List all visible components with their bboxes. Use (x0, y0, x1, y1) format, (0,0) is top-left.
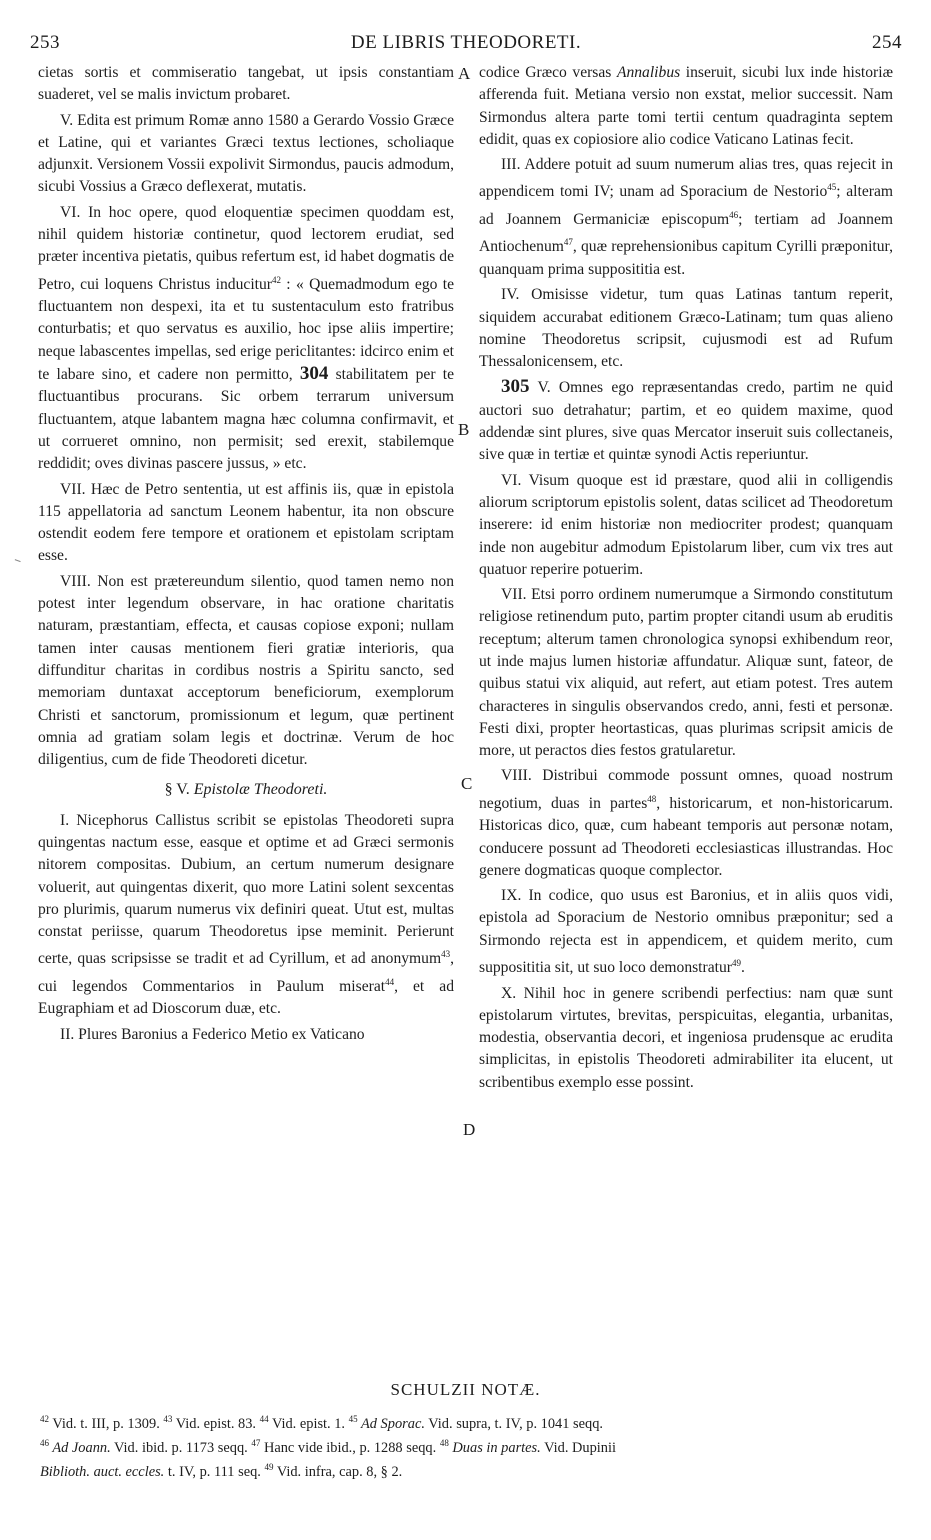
paragraph: VII. Hæc de Petro sententia, ut est affinis iis, quæ in epistola 115 appellatoria ad sanctum Leonem habentur, ita non obscure ostendit eodem fere tempore et orationem et epistolam scriptam esse. (38, 480, 454, 565)
paragraph: cietas sortis et commiseratio tangebat, ut ipsis constantiam suaderet, vel se malis invictum probaret. (38, 64, 454, 104)
paragraph (479, 765, 893, 882)
footnote-ref[interactable]: 42 (271, 274, 281, 285)
footnote-ref[interactable]: 47 (563, 237, 573, 248)
paragraph (479, 154, 893, 281)
paragraph-text: . (740, 959, 745, 977)
footnote-ref[interactable]: 46 (729, 209, 739, 220)
paragraph-text: , historicarum, et non-historicarum. Historicas dico, quæ, cum habeant temporis aut personæ notam, conducere possunt ad Theodoreti ecclesiasticas illustrandas. Hoc genere dogmaticas quoque complector. (479, 794, 893, 879)
paragraph-text: : « Quemadmodum ego te fluctuantem non despexi, ita et tu sustentaculum esto fratribus conturbatis; et quo servatus es auxilio, hoc ipse aliis impertire; neque labascentes impellas, sed erige periclitantes: idcirco enim et te labare sino, et cadere non permitto, (38, 275, 454, 384)
footnote-ref[interactable]: 43 (441, 949, 451, 960)
paragraph-text: stabilitatem per te fluctuantibus procurans. Sic orbem terrarum universum fluctuantem, atque labantem magna hæc columna confirmavit, et ut corrueret omnino, non permisit; sed erexit, stabilemque reddidit; oves divinas pascere jussus, » etc. (38, 366, 454, 473)
footnote-number: 46 (40, 1437, 49, 1448)
notes-heading: SCHULZII NOTÆ. (390, 1380, 541, 1399)
margin-marker-b: B (458, 420, 470, 439)
print-speck (13, 559, 20, 566)
margin-marker-a: A (458, 64, 471, 83)
paragraph-text: , et ad Eugraphiam et ad Dioscorum duæ, etc. (38, 978, 454, 1018)
footnotes (40, 1410, 900, 1481)
section-number: § V. (164, 781, 194, 799)
footnote-ref[interactable]: 48 (647, 793, 657, 804)
left-column (38, 62, 454, 1049)
running-title: DE LIBRIS THEODORETI. (350, 32, 582, 53)
footnote-italic: Ad Joann. (49, 1439, 111, 1456)
paragraph: II. Plures Baronius a Federico Metio ex Vaticano (60, 1025, 365, 1043)
paragraph: X. Nihil hoc in genere scribendi perfectius: nam quæ sunt epistolarum virtutes, brevitas, perspicuitas, elegantia, urbanitas, modestia, observantia decori, et ingeniosa prudensque ac erudita simplicitas, in epistolis Theodoreti admirabiliter ita elucent, ut scribentibus exemplo esse possint. (479, 984, 893, 1091)
footnote-text: Vid. supra, t. IV, p. 1041 seqq. (424, 1415, 604, 1432)
footnote-line (40, 1458, 900, 1482)
paragraph-text: I. Nicephorus Callistus scribit se epistolas Theodoreti supra quingentas nactum esse, easque et optime et ad Græci sermonis nitorem compositas. Dubium, an certum numerum designare voluerit, aut quingentas dixerit, quo more Latini solent sexcentas pro plurimis, quarum numerus vix definiri queat. Utut est, multas constat periisse, quarum Theodoretus ipse meminit. Perierunt certe, quas scripsisse se tradit et ad Cyrillum, et ad anonymum (38, 811, 454, 968)
footnote-number: 44 (259, 1414, 269, 1424)
paragraph (479, 376, 893, 466)
footnote-number: 42 (40, 1414, 49, 1424)
paragraph-text: IX. In codice, quo usus est Baronius, et in aliis quos vidi, epistola ad Sporacium de Nestorio omnibus præponitur; sed a Sirmondo rejecta est in appendicem, et quidem merito, cum supposititia sit, ut suo loco demonstratur (479, 887, 893, 977)
paragraph: IV. Omisisse videtur, tum quas Latinas tantum reperit, siquidem accurabat editionem Græco-Latinam; tum quas alieno nomine Theodoretus scripsit, cujusmodi est ad Rufum Thessalonicensem, etc. (479, 286, 893, 371)
paragraph-text: , cui legendos Commentarios in Paulum miserat (38, 950, 454, 996)
footnote-text: Vid. Dupinii (540, 1439, 616, 1456)
paragraph: VIII. Non est prætereundum silentio, quod tamen nemo non potest inter legendum observare, in hac oratione charitatis naturam, præstantiam, effecta, et causas copiose exponi; nullam tamen inter causas mentionem fieri gratiæ interioris, qua diffunditur charitas in cordibus nostris a Spiritu sancto, sed memoriam duntaxat acceptorum beneficiorum, exemplorum Christi et sanctorum, promissionum et legum, quæ pertinent omnia ad gratiam solam legis et doctrinæ. Verum de hoc diligentius, cum de fide Theodoreti dicetur. (38, 572, 454, 769)
paragraph-text: inseruit, sicubi lux inde historiæ afferenda fuit. Metiana versio non exstat, melior successit. Nam Sirmondus altera parte tomi tertii centum quadraginta septem edidit, quas ex copiosiore alio codice Vaticano Latinas fecit. (479, 64, 893, 148)
footnote-number: 43 (163, 1414, 173, 1424)
footnote-text: Hanc vide ibid., p. 1288 seqq. (260, 1439, 440, 1456)
paragraph-text: ; tertiam ad Joannem Antiochenum (479, 211, 893, 256)
paragraph: VI. Visum quoque est id præstare, quod alii in colligendis aliorum scriptorum epistolis solent, datas scilicet ad Theodoretum inserere: id enim historiæ non mediocriter prodest; quanquam inde non augebitur admodum Epistolarum liber, cum vix tres aut quatuor reperire potuerim. (479, 471, 893, 578)
footnote-italic: Duas in partes. (448, 1439, 541, 1456)
footnote-text: Vid. ibid. p. 1173 seqq. (110, 1439, 252, 1456)
footnote-number: 47 (251, 1437, 261, 1448)
section-heading (38, 779, 454, 801)
paragraph (479, 62, 893, 151)
footnote-text: t. IV, p. 111 seq. (164, 1463, 265, 1480)
paragraph-text: VIII. Distribui commode possunt omnes, quoad nostrum negotium, duas in partes (479, 767, 893, 812)
paragraph-text: , quæ reprehensionibus capitum Cyrilli præponitur, quanquam prima supposititia est. (479, 238, 893, 278)
footnote-line (40, 1434, 900, 1458)
paragraph (38, 202, 454, 476)
margin-marker-d: D (463, 1120, 476, 1139)
paragraph-text: V. Omnes ego repræsentandas credo, partim ne quid auctori suo detrahatur; partim, et eo quidem maxime, quod addendæ sint plures, sive quas Mercator inseruit suis collectaneis, sive quæ in tertiæ et quintæ synodi Actis reperiuntur. (479, 379, 893, 464)
footnote-text: Vid. infra, cap. 8, § 2. (273, 1463, 403, 1480)
paragraph-text: III. Addere potuit ad suum numerum alias tres, quas rejecit in appendicem tomi IV; unam ad Sporacium de Nestorio (479, 156, 893, 201)
paragraph (38, 810, 454, 1021)
page-number-right: 254 (872, 32, 902, 53)
footnote-ref[interactable]: 44 (385, 976, 395, 987)
footnote-text: Vid. epist. 1. (268, 1415, 349, 1432)
footnote-text: Vid. epist. 83. (172, 1415, 260, 1432)
footnote-italic: Biblioth. auct. eccles. (40, 1463, 165, 1480)
footnote-line (40, 1410, 900, 1434)
paragraph: VII. Etsi porro ordinem numerumque a Sirmondo constitutum religiose retinendum puto, partim propter citandi usum ab eruditis receptum; alterum tamen chronologica synopsi exhibendum reor, ut inde majus lumen historiæ affundatur. Aliquæ sunt, fateor, de quibus statui vix aliquid, aut refert, aut etiam potest. Tres autem characteres in singulis observandos credo, anni, festi et personæ. Festi dixi, propter heortasticas, quas plurimas scripsit amicis de more, ut peractos dies festos gratularetur. (479, 586, 893, 760)
paragraph (479, 885, 893, 979)
italic-text: Annalibus (616, 64, 681, 81)
column-number: 305 (501, 376, 530, 398)
footnote-ref[interactable]: 49 (731, 958, 741, 969)
footnote-italic: Ad Sporac. (357, 1415, 425, 1432)
column-number: 304 (299, 363, 329, 385)
footnote-number: 49 (264, 1461, 274, 1472)
footnote-number: 45 (348, 1414, 358, 1424)
footnote-ref[interactable]: 45 (827, 182, 837, 193)
running-header (30, 28, 902, 58)
paragraph-text: codice Græco versas (479, 64, 617, 81)
right-column (479, 62, 893, 1097)
paragraph: V. Edita est primum Romæ anno 1580 a Gerardo Vossio Græce et Latine, qui et variantes Græci textus lectiones, scholiaque adjunxit. Versionem Vossii expolivit Sirmondus, paucis admodum, sicubi Vossius a Græco deflexerat, mutatis. (38, 111, 454, 196)
page-number-left: 253 (30, 32, 60, 53)
section-title: Epistolæ Theodoreti. (193, 781, 328, 799)
paragraph-text: VI. In hoc opere, quod eloquentiæ specimen quoddam est, nihil quidem historiæ continetur, quod lectorem erudiat, sed præter incentiva pietatis, quibus refertum est, id habet dogmatis de Petro, cui loquens Christus inducitur (38, 203, 454, 293)
margin-marker-c: C (461, 774, 473, 793)
footnote-text: Vid. t. III, p. 1309. (49, 1415, 164, 1432)
paragraph-text: ; alteram ad Joannem Germaniciæ episcopum (479, 183, 894, 229)
footnote-number: 48 (439, 1437, 449, 1448)
